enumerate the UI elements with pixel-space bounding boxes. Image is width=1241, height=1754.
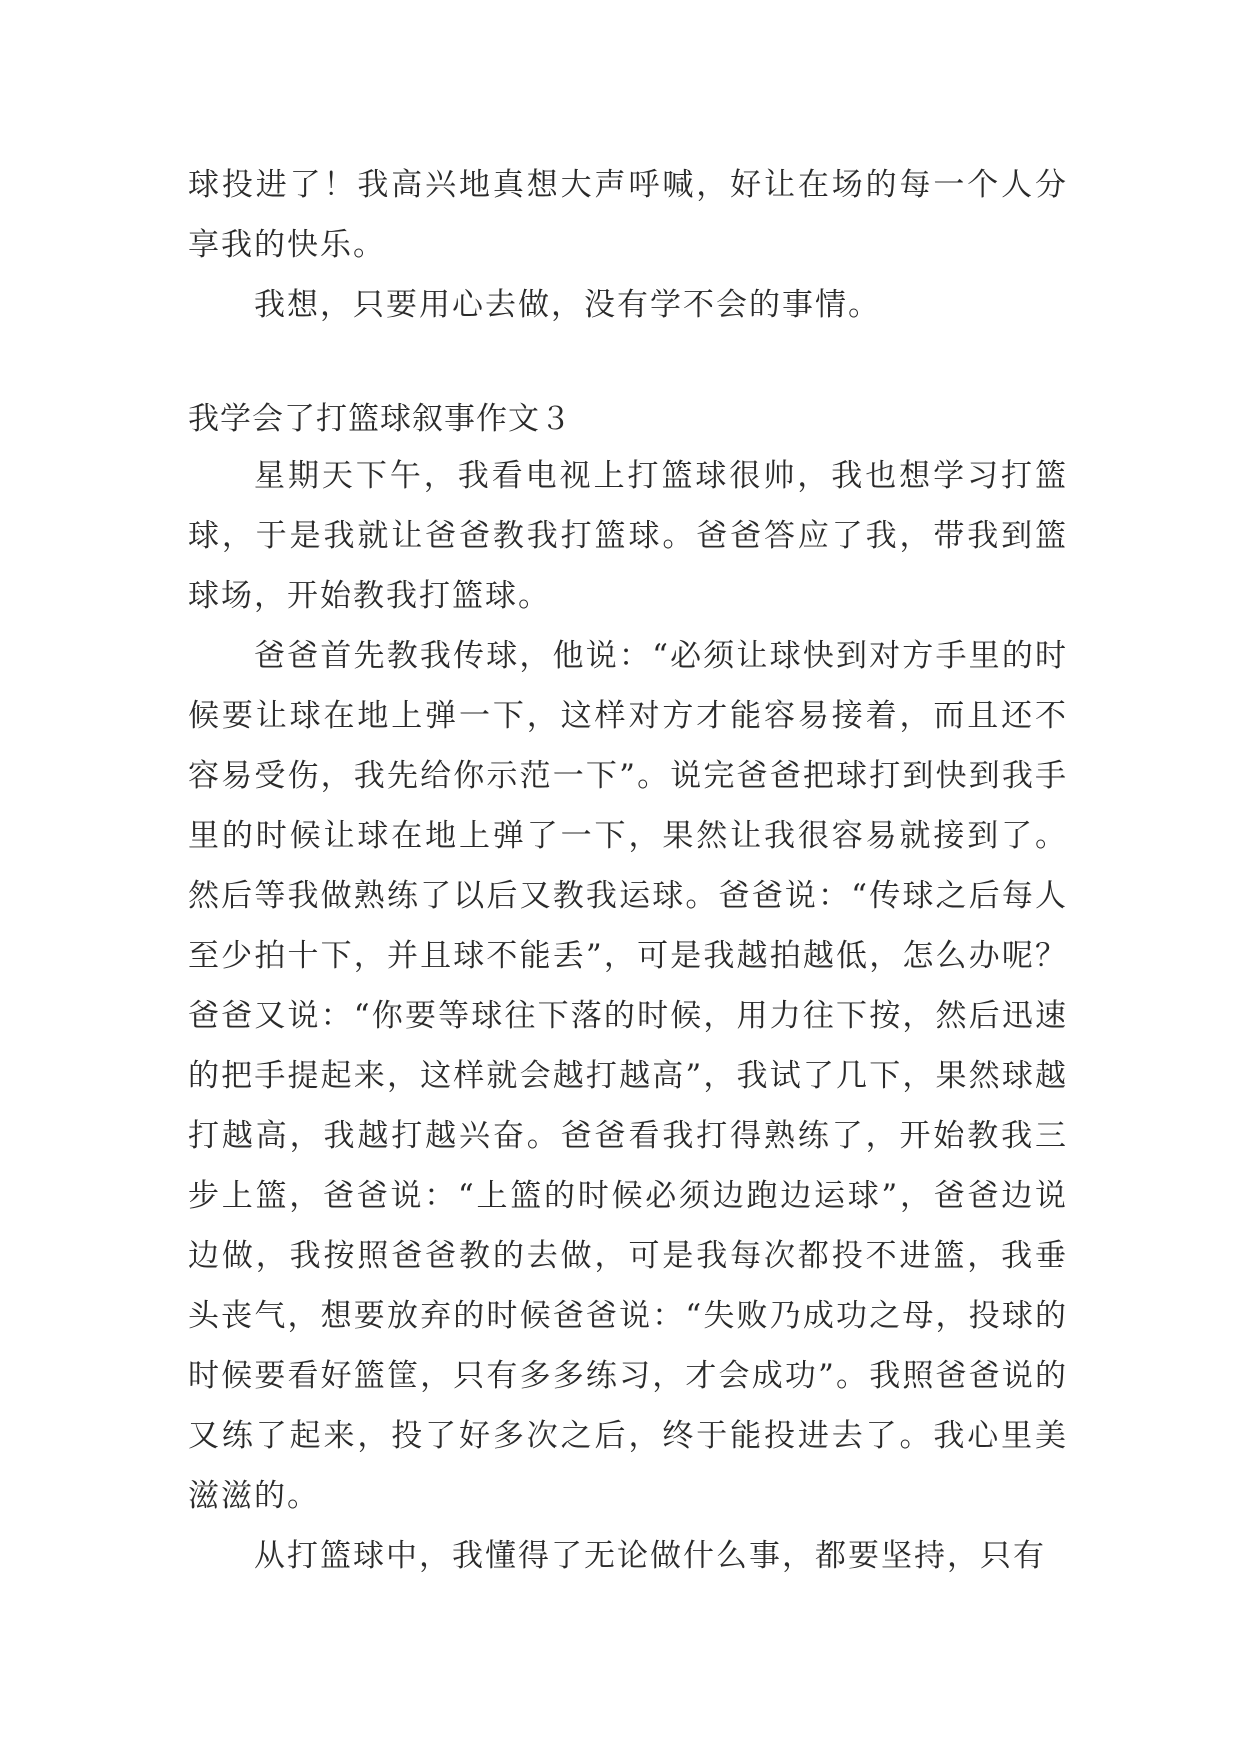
paragraph: 球投进了！我高兴地真想大声呼喊，好让在场的每一个人分享我的快乐。 [188, 167, 1068, 263]
paragraph: 我想，只要用心去做，没有学不会的事情。 [254, 287, 881, 323]
paragraph: 爸爸首先教我传球，他说：“必须让球快到对方手里的时候要让球在地上弹一下，这样对方才能容易接着，而且还不容易受伤，我先给你示范一下”。说完爸爸把球打到快到我手里的时候让球在地上弹了一下，果然让我很容易就接到了。然后等我做熟练了以后又教我运球。爸爸说：“传球之后每人至少拍十下，并且球不能丢”，可是我越拍越低，怎么办呢？爸爸又说：“你要等球往下落的时候，用力往下按，然后迅速的把手提起来，这样就会越打越高”，我试了几下，果然球越打越高，我越打越兴奋。爸爸看我打得熟练了，开始教我三步上篮，爸爸说：“上篮的时候必须边跑边运球”，爸爸边说边做，我按照爸爸教的去做，可是我每次都投不进篮，我垂头丧气，想要放弃的时候爸爸说：“失败乃成功之母，投球的时候要看好篮筐，只有多多练习，才会成功”。我照爸爸说的又练了起来，投了好多次之后，终于能投进去了。我心里美滋滋的。 [188, 638, 1068, 1514]
essay-body [188, 446, 1068, 1586]
paragraph: 星期天下午，我看电视上打篮球很帅，我也想学习打篮球，于是我就让爸爸教我打篮球。爸爸答应了我，带我到篮球场，开始教我打篮球。 [188, 458, 1068, 614]
section-heading-block [188, 389, 1068, 449]
section-title: 我学会了打篮球叙事作文３ [188, 401, 572, 437]
previous-essay-ending [188, 155, 1068, 335]
paragraph: 从打篮球中，我懂得了无论做什么事，都要坚持，只有 [254, 1538, 1046, 1574]
